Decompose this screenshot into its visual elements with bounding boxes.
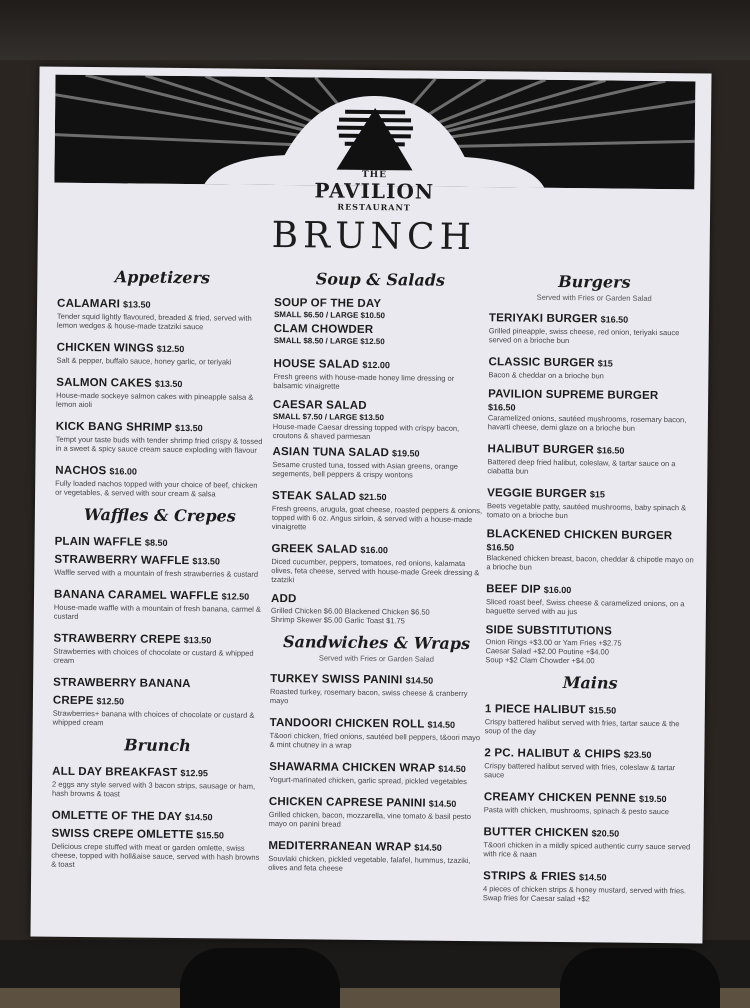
item-desc: House-made sockeye salmon cakes with pineapple salsa & lemon aioli [55,390,254,410]
item-desc: Grilled pineapple, swiss cheese, red onion, teriyaki sauce served on a brioche bun [488,326,680,346]
item-name: PLAIN WAFFLE [54,535,143,549]
menu-item [487,483,697,521]
item-price: $16.50 [487,402,516,413]
item-desc: House-made waffle with a mountain of fresh banana, carmel & custard [53,602,262,621]
menu-item [274,322,486,348]
item-size-prices: SMALL $7.50 / LARGE $13.50 [272,411,384,423]
section-heading: Burgers [558,271,631,292]
add-ons-line: Grilled Chicken $6.00 Blackened Chicken $6.50 [270,605,430,617]
menu-item [274,296,486,322]
item-price: $16.50 [596,445,625,456]
section-note: Served with Fries or Garden Salad [536,292,652,303]
menu-item [56,417,266,455]
item-name: 1 PIECE HALIBUT [484,703,586,717]
side-line: Onion Rings +$3.00 or Yam Fries +$2.75 [485,637,622,648]
item-price: $14.50 [438,763,466,775]
item-price: $19.50 [391,448,420,459]
item-desc: Pasta with chicken, mushrooms, spinach & pesto sauce [483,805,669,817]
column-right [483,267,700,912]
menu-item [487,439,697,477]
item-name: CLAM CHOWDER [273,322,374,337]
item-name: PAVILION SUPREME BURGER [488,388,659,403]
side-substitutions-title: SIDE SUBSTITUTIONS [485,624,613,638]
item-name: KICK BANG SHRIMP [55,420,173,434]
item-desc: Souvlaki chicken, pickled vegetable, falafel, hummus, tzaziki, olives and feta cheese [268,853,471,873]
item-desc: Battered deep fried halibut, coleslaw, & tartar sauce on a ciabatta bun [487,457,676,476]
add-ons-line: Shrimp Skewer $5.00 Garlic Toast $1.75 [270,614,405,626]
item-price: $16.50 [486,542,515,553]
menu-item [54,550,264,579]
column-middle [268,265,486,882]
item-name: ALL DAY BREAKFAST [52,765,178,779]
item-price: $16.00 [543,584,572,596]
item-price: $14.50 [428,798,457,809]
item-price: $13.50 [183,635,212,646]
menu-item [488,387,698,433]
menu-item [272,442,484,480]
background-top [0,0,750,60]
item-desc: T&oori chicken, fried onions, sautéed bell peppers, t&oori mayo & mint chutney in a wrap [269,730,481,750]
section-heading: Soup & Salads [315,269,446,290]
menu-item [56,373,266,411]
menu-item [269,757,481,786]
item-name: CAESAR SALAD [272,398,367,412]
item-name: TANDOORI CHICKEN ROLL [269,716,425,731]
item-name: TURKEY SWISS PANINI [270,672,403,687]
item-price: $13.50 [122,299,151,310]
item-name: 2 PC. HALIBUT & CHIPS [484,747,621,761]
section-heading: Appetizers [114,267,211,288]
menu-item [53,629,263,667]
item-desc: Bacon & cheddar on a brioche bun [488,370,604,381]
menu-item [57,294,267,332]
item-name: BUTTER CHICKEN [483,826,589,840]
item-name: CREAMY CHICKEN PENNE [483,791,637,805]
item-desc: Crispy battered halibut served with fries, coleslaw & tartar sauce [484,761,676,780]
item-desc: 4 pieces of chicken strips & honey mustard, served with fries. Swap fries for Caesar salad +$2 [482,884,687,904]
item-desc: Roasted turkey, rosemary bacon, swiss cheese & cranberry mayo [269,686,468,706]
item-desc: Fresh greens, arugula, goat cheese, roasted peppers & onions, topped with 6 oz. Angus sirloin, & served with a house-made vinaigrette [271,503,483,532]
item-name: BEEF DIP [486,583,541,596]
logo-the: THE [361,169,388,181]
item-name: BANANA CARAMEL WAFFLE [53,588,219,603]
side-substitutions [485,623,695,666]
menu-item [489,308,699,346]
item-price: $14.50 [184,812,213,823]
add-ons-title: ADD [270,592,297,606]
item-desc: Sliced roast beef, Swiss cheese & caramelized onions, on a baguette served with au jus [485,597,685,617]
item-name: NACHOS [55,464,107,478]
item-price: $15 [597,358,613,369]
item-size-prices: SMALL $6.50 / LARGE $10.50 [273,309,386,321]
logo-subtitle: RESTAURANT [337,201,411,213]
item-name: SWISS CREPE OMLETTE [51,827,194,842]
item-name: MEDITERRANEAN WRAP [268,839,412,854]
menu-item [52,762,262,800]
menu-item [273,398,485,442]
item-name: STRAWBERRY CREPE [53,632,181,647]
menu-item [268,836,480,874]
item-price: $20.50 [591,828,620,839]
item-price: $14.50 [578,872,607,883]
item-name: CHICKEN WINGS [56,341,154,355]
menu-item [486,527,696,573]
item-price: $12.50 [96,696,125,707]
item-price: $14.50 [414,842,442,853]
item-price: $12.50 [221,591,250,602]
item-desc: Strawberries+ banana with choices of chocolate or custard & whipped cream [52,708,255,728]
item-price: $13.50 [175,422,203,434]
item-price: $15.50 [588,705,617,716]
item-name: HALIBUT BURGER [487,443,594,457]
section-heading: Sandwiches & Wraps [282,632,471,654]
menu-item [272,486,484,533]
menu-item [53,673,264,729]
item-desc: Diced cucumber, peppers, tomatoes, red onions, kalamata olives, feta cheese, served with house-made Greek dressing & tzatziki [271,556,480,585]
item-price: $16.00 [360,544,389,556]
item-price: $15 [589,489,605,500]
item-price: $12.95 [180,768,208,779]
item-desc: T&oori chicken in a mildly spiced authentic curry sauce served with rice & naan [483,840,691,859]
section-heading: Waffles & Crepes [83,504,236,526]
menu-item [484,787,694,816]
item-name: SHAWARMA CHICKEN WRAP [269,760,436,775]
item-desc: House-made Caesar dressing topped with crispy bacon, croutons & shaved parmesan [272,421,460,441]
item-price: $14.50 [405,675,434,686]
item-name: STRIPS & FRIES [483,870,577,884]
menu-item [55,532,265,552]
menu-item [484,743,694,781]
menu-item [270,669,482,707]
menu-item [269,792,481,830]
section-heading: Mains [562,673,618,693]
menu-item [269,713,481,751]
item-size-prices: SMALL $8.50 / LARGE $12.50 [273,335,385,347]
menu-item [483,866,693,904]
item-name: HOUSE SALAD [273,357,360,371]
menu-item [483,822,693,860]
menu-item [273,354,485,392]
item-name: STRAWBERRY BANANA CREPE [52,676,191,708]
column-left [51,263,267,879]
item-name: SALMON CAKES [56,376,153,390]
item-name: CLASSIC BURGER [488,356,595,370]
menu-item [55,461,265,499]
item-name: GREEK SALAD [271,542,358,556]
side-line: Caesar Salad +$2.00 Poutine +$4.00 [485,646,609,657]
menu-item [271,539,483,586]
item-desc: Waffle served with a mountain of fresh strawberries & custard [54,567,259,579]
item-desc: Fresh greens with house-made honey lime dressing or balsamic vinaigrette [273,371,455,391]
section-heading: Brunch [124,735,191,756]
menu-item [54,585,264,623]
item-price: $16.50 [600,314,629,325]
item-price: $16.00 [109,466,137,477]
item-name: BLACKENED CHICKEN BURGER [486,528,673,543]
item-desc: Fully loaded nachos topped with your choice of beef, chicken or vegetables, & served with sour cream & salsa [55,478,258,499]
item-desc: Yogurt-marinated chicken, garlic spread, pickled vegetables [269,774,467,787]
item-price: $14.50 [427,719,456,730]
item-desc: Grilled chicken, bacon, mozzarella, vine tomato & basil pesto mayo on panini bread [268,809,471,829]
item-desc: Caramelized onions, sautéed mushrooms, rosemary bacon, havarti cheese, demi glaze on a brioche bun [487,413,687,433]
item-price: $23.50 [623,749,652,760]
item-desc: Blackened chicken breast, bacon, cheddar & chipotle mayo on a brioche bun [486,553,694,572]
item-desc: 2 eggs any style served with 3 bacon strips, sausage or ham, hash browns & toast [51,779,256,799]
item-name: STRAWBERRY WAFFLE [54,553,190,568]
menu-title: BRUNCH [271,214,477,259]
logo-name: PAVILION [314,178,435,204]
item-price: $21.50 [359,491,387,503]
item-name: ASIAN TUNA SALAD [272,445,390,460]
menu-item [56,338,266,367]
menu-item [51,824,261,871]
item-desc: Tempt your taste buds with tender shrimp fried crispy & tossed in a sweet & spicy sauce cream sauce exploding with flavour [55,434,263,455]
menu-item [488,352,698,381]
item-price: $13.50 [154,378,183,390]
shoe-right [560,948,720,1008]
menu-item [485,699,695,737]
item-price: $15.50 [196,830,224,841]
item-desc: Beets vegetable patty, sautéed mushrooms, baby spinach & tomato on a brioche bun [486,501,687,521]
item-price: $8.50 [144,537,168,548]
shoe-left [180,948,340,1008]
item-desc: Salt & pepper, buffalo sauce, honey garlic, or teriyaki [56,355,232,367]
item-desc: Strawberries with choices of chocolate or custard & whipped cream [53,646,254,665]
item-name: VEGGIE BURGER [487,487,587,501]
item-desc: Delicious crepe stuffed with meat or garden omlette, swiss cheese, topped with holl&aise sauce, served with hash browns & toast [51,841,260,869]
menu-paper [30,67,711,944]
item-name: CALAMARI [57,297,121,311]
item-desc: Tender squid lightly flavoured, breaded & fried, served with lemon wedges & house-made tzatziki sauce [56,311,252,332]
item-name: CHICKEN CAPRESE PANINI [268,795,426,810]
menu-item [52,806,262,826]
item-desc: Sesame crusted tuna, tossed with Asian greens, orange segements, bell peppers & crispy wontons [272,459,458,480]
item-price: $13.50 [192,556,221,567]
side-line: Soup +$2 Clam Chowder +$4.00 [485,655,595,666]
add-ons [271,592,483,626]
item-desc: Crispy battered halibut served with fries, tartar sauce & the soup of the day [484,717,680,736]
item-price: $12.50 [156,343,185,355]
section-note: Served with Fries or Garden Salad [318,653,434,664]
item-name: TERIYAKI BURGER [488,312,598,326]
item-name: OMLETTE OF THE DAY [51,809,183,824]
item-name: SOUP OF THE DAY [274,296,382,311]
item-price: $19.50 [638,793,667,805]
item-name: STEAK SALAD [272,489,357,503]
menu-item [486,579,696,617]
item-price: $12.00 [362,359,390,371]
